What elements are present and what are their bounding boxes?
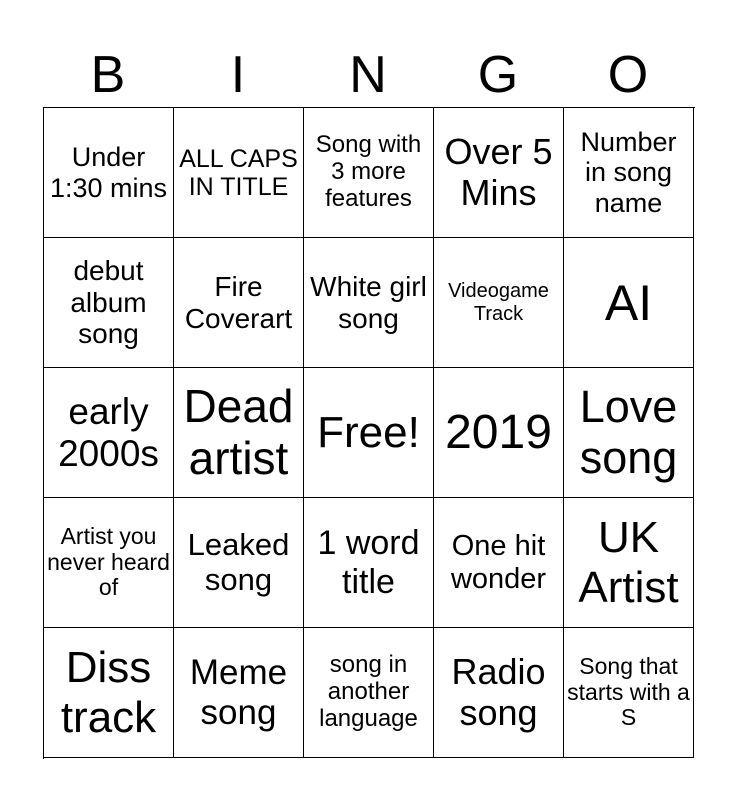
bingo-cell[interactable] bbox=[434, 628, 564, 758]
header-letter-n: N bbox=[349, 46, 387, 104]
cell-label: Fire Coverart bbox=[184, 271, 293, 334]
bingo-cell[interactable] bbox=[174, 628, 304, 758]
cell-label: early 2000s bbox=[58, 391, 159, 474]
cell-label: Under 1:30 mins bbox=[49, 142, 168, 203]
bingo-cell[interactable] bbox=[434, 498, 564, 628]
header-letter-b: B bbox=[90, 46, 126, 104]
bingo-cell[interactable] bbox=[44, 368, 174, 498]
bingo-board bbox=[43, 107, 695, 759]
bingo-header bbox=[43, 44, 693, 106]
cell-label: song in another language bbox=[319, 651, 418, 732]
cell-label: One hit wonder bbox=[450, 530, 547, 595]
cell-label: Videogame Track bbox=[448, 280, 549, 325]
cell-label: UK Artist bbox=[578, 513, 679, 612]
bingo-cell[interactable] bbox=[44, 238, 174, 368]
bingo-cell[interactable] bbox=[174, 238, 304, 368]
cell-label: White girl song bbox=[310, 271, 427, 334]
bingo-cell[interactable] bbox=[564, 368, 694, 498]
cell-label: Artist you never heard of bbox=[47, 522, 170, 601]
cell-label: Over 5 Mins bbox=[444, 131, 553, 213]
cell-label: Dead artist bbox=[183, 379, 294, 484]
cell-label: Song that starts with a S bbox=[567, 652, 690, 731]
cell-label: Love song bbox=[579, 381, 678, 483]
header-letter-o: O bbox=[607, 46, 649, 104]
cell-label: Leaked song bbox=[187, 526, 290, 597]
cell-label: Song with 3 more features bbox=[315, 131, 422, 212]
cell-label: Free! bbox=[317, 407, 420, 457]
cell-label: ALL CAPS IN TITLE bbox=[179, 144, 298, 201]
bingo-cell[interactable] bbox=[564, 238, 694, 368]
bingo-cell[interactable] bbox=[44, 498, 174, 628]
bingo-cell[interactable] bbox=[564, 498, 694, 628]
cell-label: 2019 bbox=[445, 405, 552, 459]
bingo-cell[interactable] bbox=[304, 498, 434, 628]
cell-label: 1 word title bbox=[317, 524, 420, 601]
bingo-cell[interactable] bbox=[304, 108, 434, 238]
bingo-cell[interactable] bbox=[44, 108, 174, 238]
bingo-cell[interactable] bbox=[434, 368, 564, 498]
cell-label: Meme song bbox=[189, 653, 288, 732]
cell-label: Radio song bbox=[451, 651, 546, 733]
bingo-cell[interactable] bbox=[564, 628, 694, 758]
bingo-cell[interactable] bbox=[304, 238, 434, 368]
bingo-cell[interactable] bbox=[304, 628, 434, 758]
header-letter-g: G bbox=[477, 46, 519, 104]
cell-label: Number in song name bbox=[580, 127, 677, 218]
bingo-cell[interactable] bbox=[174, 368, 304, 498]
bingo-cell[interactable] bbox=[174, 108, 304, 238]
bingo-cell[interactable] bbox=[564, 108, 694, 238]
free-space-cell[interactable] bbox=[304, 368, 434, 498]
header-letter-i: I bbox=[230, 46, 246, 104]
cell-label: Diss track bbox=[60, 643, 157, 742]
bingo-cell[interactable] bbox=[174, 498, 304, 628]
bingo-cell[interactable] bbox=[44, 628, 174, 758]
bingo-cell[interactable] bbox=[434, 108, 564, 238]
cell-label: AI bbox=[604, 274, 653, 331]
cell-label: debut album song bbox=[70, 255, 147, 350]
bingo-cell[interactable] bbox=[434, 238, 564, 368]
